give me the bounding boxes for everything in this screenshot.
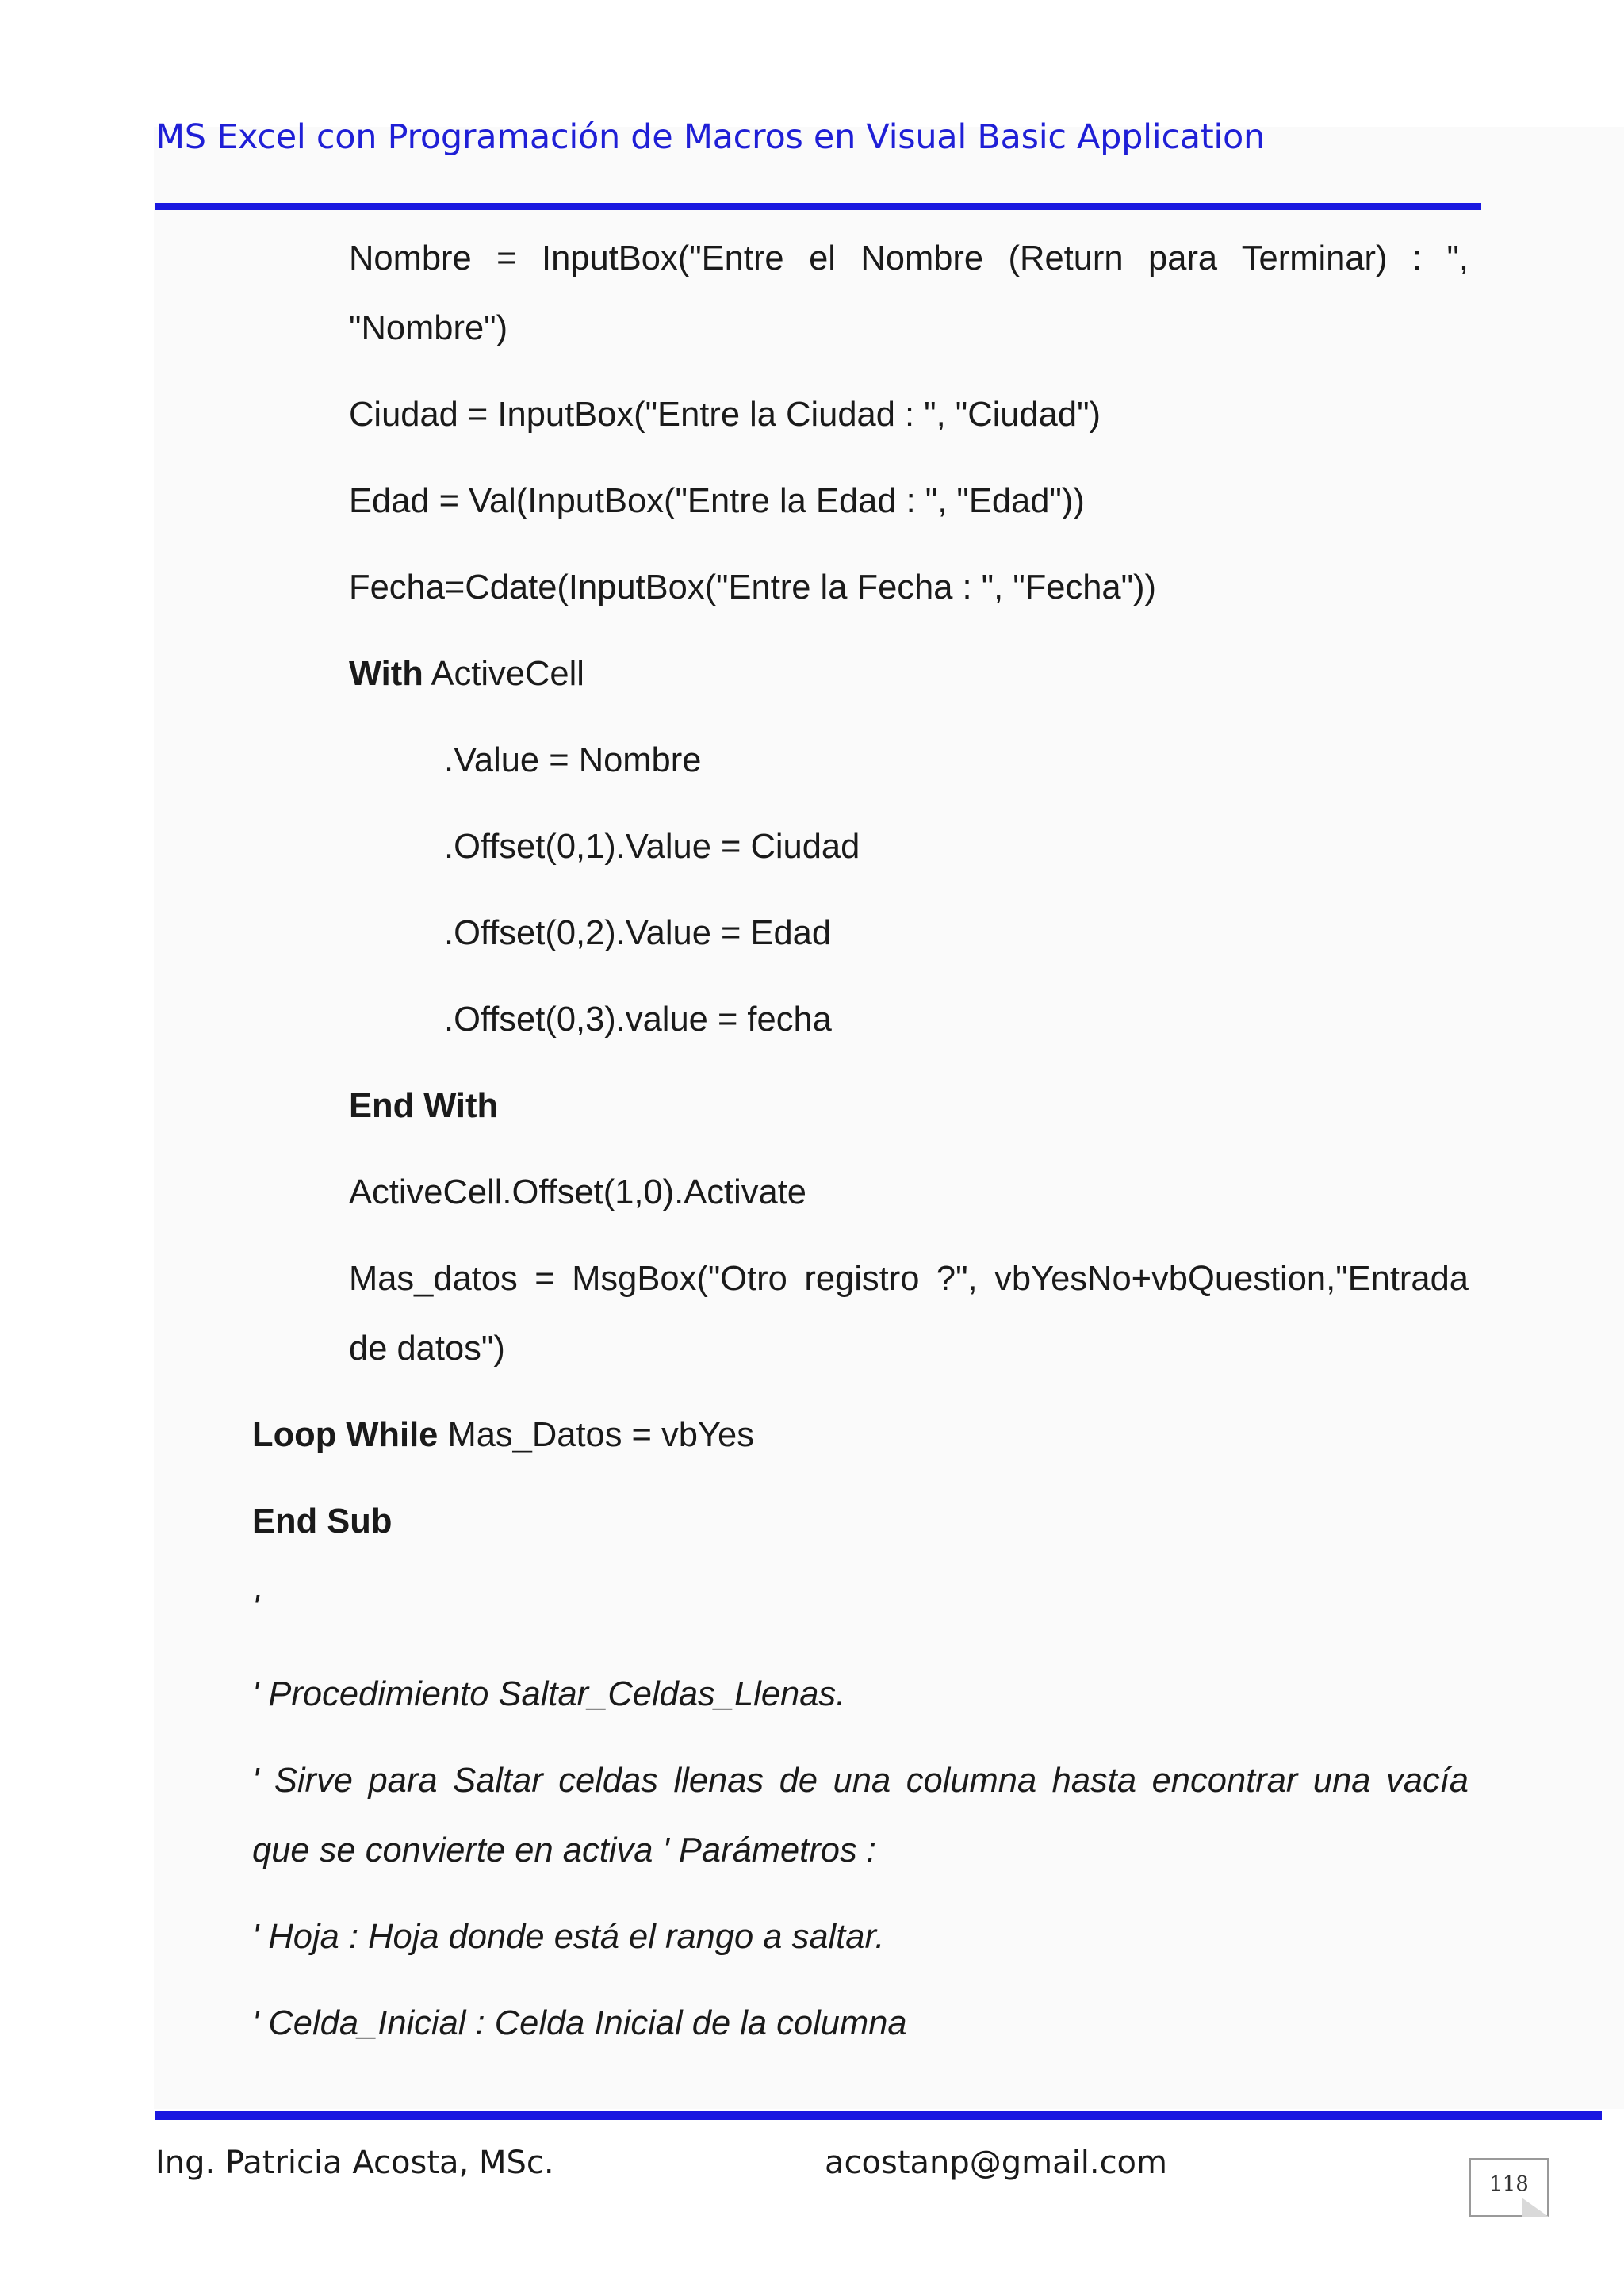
code-line-activate: ActiveCell.Offset(1,0).Activate	[349, 1173, 806, 1211]
code-line-offset-ciudad: .Offset(0,1).Value = Ciudad	[444, 828, 860, 866]
comment-sirve-2: que se convierte en activa ' Parámetros :	[252, 1831, 876, 1869]
code-line-loop-while	[252, 1418, 754, 1453]
code-line-nombre-2: "Nombre")	[349, 309, 508, 347]
page-number: 118	[1489, 2172, 1529, 2196]
header-rule	[155, 203, 1481, 210]
comment-hoja: ' Hoja : Hoja donde está el rango a saltar.	[252, 1918, 885, 1956]
code-line-offset-edad: .Offset(0,2).Value = Edad	[444, 914, 832, 952]
code-line-apostrophe: '	[252, 1589, 259, 1627]
comment-procedure: ' Procedimiento Saltar_Celdas_Llenas.	[252, 1675, 846, 1713]
footer-author: Ing. Patricia Acosta, MSc.	[155, 2145, 554, 2181]
code-line-fecha: Fecha=Cdate(InputBox("Entre la Fecha : ", "Fecha"))	[349, 568, 1157, 607]
footer-email: acostanp@gmail.com	[825, 2145, 1167, 2181]
code-line-nombre-1: Nombre = InputBox("Entre el Nombre (Return para Terminar) : ",	[349, 239, 1469, 277]
code-line-end-with: End With	[349, 1087, 499, 1125]
code-line-msgbox-1: Mas_datos = MsgBox("Otro registro ?", vbYesNo+vbQuestion,"Entrada	[349, 1260, 1469, 1298]
page-number-box	[1469, 2158, 1549, 2217]
code-line-offset-fecha: .Offset(0,3).value = fecha	[444, 1001, 832, 1039]
with-object: ActiveCell	[423, 655, 584, 693]
comment-celda-inicial: ' Celda_Inicial : Celda Inicial de la columna	[252, 2004, 907, 2042]
footer-rule	[155, 2111, 1602, 2120]
code-line-end-sub: End Sub	[252, 1502, 393, 1540]
code-line-msgbox-2: de datos")	[349, 1330, 505, 1368]
code-line-ciudad: Ciudad = InputBox("Entre la Ciudad : ", "Ciudad")	[349, 396, 1101, 434]
loop-condition: Mas_Datos = vbYes	[438, 1416, 754, 1454]
code-line-value-nombre: .Value = Nombre	[444, 741, 702, 779]
page-fold-icon	[1522, 2198, 1549, 2217]
header-title: MS Excel con Programación de Macros en Visual Basic Application	[155, 117, 1266, 157]
keyword-loop-while: Loop While	[252, 1416, 439, 1454]
comment-sirve-1: ' Sirve para Saltar celdas llenas de una columna hasta encontrar una vacía	[252, 1762, 1469, 1800]
code-line-with	[349, 657, 584, 692]
code-line-edad: Edad = Val(InputBox("Entre la Edad : ", "Edad"))	[349, 482, 1085, 520]
keyword-with: With	[349, 655, 423, 693]
